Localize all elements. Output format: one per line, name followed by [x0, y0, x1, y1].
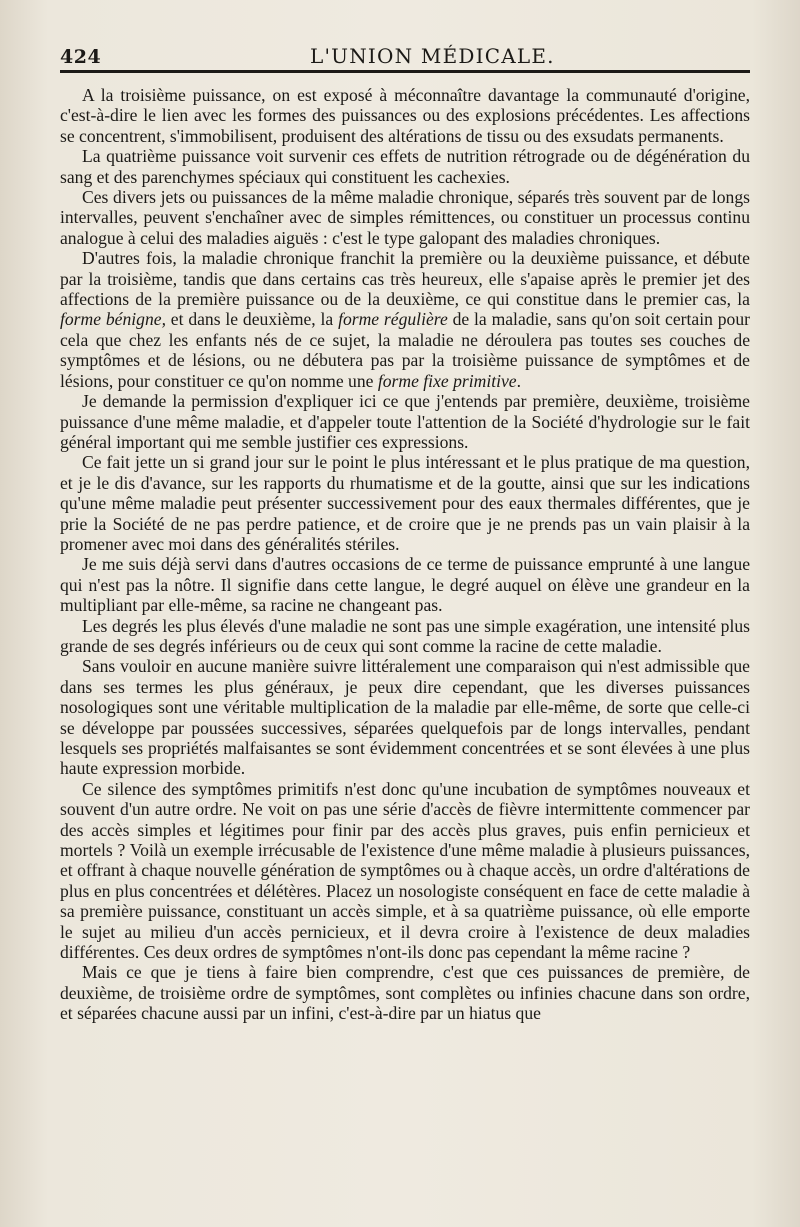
- italic-forme-fixe-primitive: forme fixe primitive: [377, 370, 517, 391]
- paragraph-5: Je demande la permission d'expliquer ici ce que j'entends par première, deuxième, troisième puissance d'une même maladie, et d'appeler toute l'attention de la Société d'hydrologie sur le fait général important qui me semble justifier ces expressions.: [60, 391, 750, 452]
- paragraph-8: Les degrés les plus élevés d'une maladie ne sont pas une simple exagération, une intensité plus grande de ses degrés inférieurs ou de ceux qui sont comme la racine de cette maladie.: [60, 615, 750, 656]
- paragraph-2: La quatrième puissance voit survenir ces effets de nutrition rétrograde ou de dégénération du sang et des parenchymes spéciaux qui constituent les cachexies.: [60, 146, 750, 187]
- paragraph-6: Ce fait jette un si grand jour sur le point le plus intéressant et le plus pratique de ma question, et je le dis d'avance, sur les rapports du rhumatisme et de la goutte, ainsi que sur les indications qu'une même maladie peut présenter successivement pour des eaux thermales différentes, que je prie la Société de ne pas perdre patience, et de croire que je ne prends pas un vain plaisir à la promener avec moi dans des généralités stériles.: [60, 452, 750, 554]
- paragraph-4-part-3: de la maladie, sans qu'on soit certain pour cela que chez les enfants nés de ce sujet, la maladie ne déroulera pas toutes ses couches de symptômes et de lésions, ou ne débutera pas par la troisième puissance de symptômes et de lésions, pour constituer ce qu'on nomme une: [60, 309, 750, 391]
- journal-title: L'UNION MÉDICALE.: [310, 44, 555, 68]
- article-body: [60, 85, 750, 1024]
- header-rule: [60, 70, 750, 73]
- paragraph-4-part-2: et dans le deuxième, la: [165, 309, 339, 330]
- paragraph-4-part-1: D'autres fois, la maladie chronique franchit la première ou la deuxième puissance, et débute par la troisième, tandis que dans certains cas très heureux, elle s'apaise après le premier jet des affections de la première puissance ou de la deuxième, ce qui constitue dans le premier cas, la: [60, 248, 750, 310]
- paragraph-4-part-4: .: [516, 370, 522, 391]
- paragraph-11: Mais ce que je tiens à faire bien comprendre, c'est que ces puissances de première, de deuxième, de troisième ordre de symptômes, sont complètes ou infinies chacune dans son ordre, et séparées chacune aussi par un infini, c'est-à-dire par un hiatus que: [60, 962, 750, 1024]
- paragraph-10: Ce silence des symptômes primitifs n'est donc qu'une incubation de symptômes nouveaux et souvent d'un autre ordre. Ne voit on pas une série d'accès de fièvre intermittente commencer par des accès simples et légitimes pour finir par des accès plus graves, puis enfin pernicieux et mortels ? Voilà un exemple irrécusable de l'existence d'une même maladie à plusieurs puissances, et offrant à chaque nouvelle génération de symptômes ou à chaque accès, un ordre d'altérations de plus en plus concentrées et délétères. Placez un nosologiste conséquent en face de cette maladie à sa première puissance, constituant un accès simple, et à sa quatrième puissance, où elle emporte le sujet au milieu d'un accès pernicieux, et il devra croire à l'existence de deux maladies différentes. Ces deux ordres de symptômes n'ont-ils donc pas cependant la même racine ?: [60, 778, 750, 963]
- running-head: [60, 34, 754, 70]
- paragraph-1: A la troisième puissance, on est exposé à méconnaître davantage la communauté d'origine, c'est-à-dire le lien avec les formes des puissances ou des explosions précédentes. Les affections se concentrent, s'immobilisent, produisent des altérations de tissu ou des exsudats permanents.: [60, 85, 750, 146]
- page-number: 424: [60, 46, 102, 68]
- paragraph-7: Je me suis déjà servi dans d'autres occasions de ce terme de puissance emprunté à une langue qui n'est pas la nôtre. Il signifie dans cette langue, le degré auquel on élève une grandeur en la multipliant par elle-même, sa racine ne changeant pas.: [60, 554, 750, 616]
- italic-forme-reguliere: forme régulière: [338, 309, 448, 330]
- paragraph-3: Ces divers jets ou puissances de la même maladie chronique, séparés très souvent par de longs intervalles, peuvent s'enchaîner avec de simples rémittences, ou constituer un processus continu analogue à celui des maladies aiguës : c'est le type galopant des maladies chroniques.: [60, 187, 750, 248]
- italic-forme-benigne: forme bénigne,: [60, 309, 166, 330]
- paragraph-9: Sans vouloir en aucune manière suivre littéralement une comparaison qui n'est admissible que dans ses termes les plus généraux, je peux dire cependant, que les diverses puissances nosologiques sont une véritable multiplication de la maladie par elle-même, de sorte que celle-ci se développe par poussées successives, séparées quelquefois par de longs intervalles, pendant lesquels ses propriétés malfaisantes se sont évidemment concentrées et se sont élevées à une plus haute expression morbide.: [60, 656, 750, 779]
- paragraph-4: [60, 248, 750, 391]
